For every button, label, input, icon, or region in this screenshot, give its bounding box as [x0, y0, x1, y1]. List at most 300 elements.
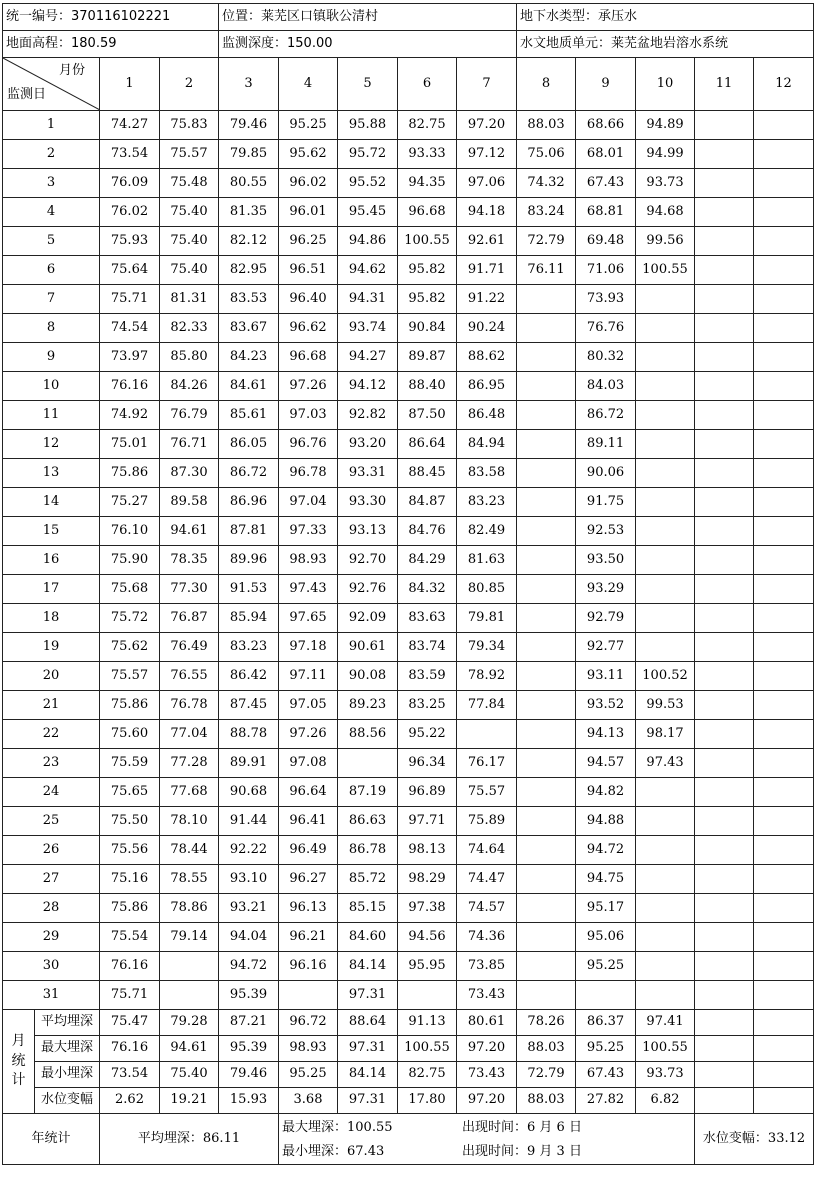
- hydrogeologic-unit: 水文地质单元：莱芜盆地岩溶水系统: [517, 31, 814, 58]
- depth-cell: 94.12: [338, 372, 398, 401]
- depth-cell: 75.48: [160, 169, 219, 198]
- depth-cell: 96.02: [279, 169, 338, 198]
- depth-cell: 85.94: [219, 604, 279, 633]
- depth-cell: 84.76: [398, 517, 457, 546]
- depth-cell: 86.95: [457, 372, 517, 401]
- depth-cell: 71.06: [576, 256, 636, 285]
- depth-cell: 96.49: [279, 836, 338, 865]
- depth-cell: 93.11: [576, 662, 636, 691]
- depth-cell: [754, 720, 814, 749]
- depth-cell: 94.18: [457, 198, 517, 227]
- depth-cell: 93.74: [338, 314, 398, 343]
- depth-cell: [695, 256, 754, 285]
- depth-cell: [695, 169, 754, 198]
- depth-cell: 76.10: [100, 517, 160, 546]
- depth-cell: 97.18: [279, 633, 338, 662]
- depth-cell: [695, 401, 754, 430]
- corner-day-label: 监测日: [7, 86, 47, 102]
- depth-cell: 75.68: [100, 575, 160, 604]
- depth-cell: 87.30: [160, 459, 219, 488]
- depth-cell: 75.89: [457, 807, 517, 836]
- monthly-stat-label: 平均埋深: [35, 1010, 100, 1036]
- month-header-9: 9: [576, 58, 636, 111]
- depth-cell: 96.21: [279, 923, 338, 952]
- depth-cell: 97.08: [279, 749, 338, 778]
- monthly-stat-cell: 95.25: [279, 1062, 338, 1088]
- depth-cell: 75.56: [100, 836, 160, 865]
- depth-cell: 86.96: [219, 488, 279, 517]
- monthly-stat-cell: 94.61: [160, 1036, 219, 1062]
- monthly-stats-label-char: 计: [11, 1072, 26, 1089]
- depth-cell: 82.75: [398, 111, 457, 140]
- depth-cell: [754, 169, 814, 198]
- depth-cell: 94.86: [338, 227, 398, 256]
- depth-cell: 89.23: [338, 691, 398, 720]
- table-row: [3, 343, 814, 372]
- depth-cell: 78.35: [160, 546, 219, 575]
- depth-cell: 75.86: [100, 894, 160, 923]
- depth-cell: [754, 894, 814, 923]
- annual-max-depth: 最大埋深：100.55: [282, 1119, 393, 1135]
- depth-cell: [754, 923, 814, 952]
- annual-avg-depth: 平均埋深：86.11: [100, 1114, 279, 1165]
- depth-cell: 93.33: [398, 140, 457, 169]
- monthly-stat-cell: 27.82: [576, 1088, 636, 1114]
- monthly-stat-cell: 79.28: [160, 1010, 219, 1036]
- depth-cell: 97.05: [279, 691, 338, 720]
- monitoring-depth: 监测深度：150.00: [219, 31, 517, 58]
- depth-cell: [754, 807, 814, 836]
- depth-cell: [517, 575, 576, 604]
- depth-cell: [695, 691, 754, 720]
- monthly-stat-cell: 91.13: [398, 1010, 457, 1036]
- depth-cell: 74.27: [100, 111, 160, 140]
- depth-cell: 96.34: [398, 749, 457, 778]
- day-label: 29: [3, 923, 100, 952]
- monthly-stat-label: 水位变幅: [35, 1088, 100, 1114]
- depth-cell: [636, 604, 695, 633]
- depth-cell: [754, 488, 814, 517]
- monthly-stat-cell: 97.31: [338, 1036, 398, 1062]
- depth-cell: [754, 865, 814, 894]
- monthly-stat-cell: 78.26: [517, 1010, 576, 1036]
- depth-cell: 75.40: [160, 198, 219, 227]
- depth-cell: 97.43: [636, 749, 695, 778]
- day-label: 23: [3, 749, 100, 778]
- depth-cell: 84.29: [398, 546, 457, 575]
- depth-cell: 74.32: [517, 169, 576, 198]
- table-row: [3, 227, 814, 256]
- depth-cell: 72.79: [517, 227, 576, 256]
- depth-cell: [636, 401, 695, 430]
- depth-cell: 83.24: [517, 198, 576, 227]
- annual-min-depth: 最小埋深：67.43: [282, 1143, 385, 1159]
- depth-cell: 86.63: [338, 807, 398, 836]
- depth-cell: 84.26: [160, 372, 219, 401]
- depth-cell: 76.17: [457, 749, 517, 778]
- depth-cell: 96.64: [279, 778, 338, 807]
- depth-cell: 94.35: [398, 169, 457, 198]
- monitoring-sheet: [2, 3, 813, 1177]
- month-header-4: 4: [279, 58, 338, 111]
- depth-cell: 75.57: [457, 778, 517, 807]
- depth-cell: 76.11: [517, 256, 576, 285]
- monthly-stat-cell: 75.40: [160, 1062, 219, 1088]
- day-label: 12: [3, 430, 100, 459]
- depth-cell: [457, 720, 517, 749]
- monthly-stat-row: [3, 1088, 814, 1114]
- annual-max-time: 出现时间：6 月 6 日: [462, 1119, 582, 1135]
- depth-cell: 96.25: [279, 227, 338, 256]
- depth-cell: 88.78: [219, 720, 279, 749]
- depth-cell: 75.06: [517, 140, 576, 169]
- table-row: [3, 720, 814, 749]
- day-label: 7: [3, 285, 100, 314]
- depth-cell: [636, 459, 695, 488]
- depth-cell: [517, 546, 576, 575]
- depth-cell: 79.85: [219, 140, 279, 169]
- header-row-2: [3, 31, 814, 58]
- monthly-stat-cell: 100.55: [398, 1036, 457, 1062]
- depth-cell: 88.03: [517, 111, 576, 140]
- depth-cell: [695, 662, 754, 691]
- table-row: [3, 749, 814, 778]
- depth-cell: 93.52: [576, 691, 636, 720]
- depth-cell: 90.08: [338, 662, 398, 691]
- table-row: [3, 691, 814, 720]
- monthly-stat-cell: [695, 1088, 754, 1114]
- day-label: 18: [3, 604, 100, 633]
- table-row: [3, 517, 814, 546]
- depth-cell: 81.31: [160, 285, 219, 314]
- depth-cell: 97.33: [279, 517, 338, 546]
- depth-cell: [517, 778, 576, 807]
- depth-cell: 94.72: [576, 836, 636, 865]
- depth-cell: 76.02: [100, 198, 160, 227]
- month-header-2: 2: [160, 58, 219, 111]
- month-header-5: 5: [338, 58, 398, 111]
- month-header-3: 3: [219, 58, 279, 111]
- depth-cell: 68.81: [576, 198, 636, 227]
- table-row: [3, 546, 814, 575]
- depth-cell: 96.76: [279, 430, 338, 459]
- monthly-stat-cell: 2.62: [100, 1088, 160, 1114]
- day-label: 9: [3, 343, 100, 372]
- table-row: [3, 140, 814, 169]
- depth-cell: 83.59: [398, 662, 457, 691]
- depth-cell: [754, 430, 814, 459]
- depth-cell: 84.60: [338, 923, 398, 952]
- monthly-stat-cell: [695, 1036, 754, 1062]
- depth-cell: 82.12: [219, 227, 279, 256]
- depth-cell: 75.27: [100, 488, 160, 517]
- day-label: 24: [3, 778, 100, 807]
- depth-cell: 75.93: [100, 227, 160, 256]
- depth-cell: 93.21: [219, 894, 279, 923]
- depth-cell: [636, 633, 695, 662]
- depth-cell: 99.53: [636, 691, 695, 720]
- day-label: 28: [3, 894, 100, 923]
- depth-cell: 93.13: [338, 517, 398, 546]
- depth-cell: 75.60: [100, 720, 160, 749]
- depth-cell: 95.39: [219, 981, 279, 1010]
- table-row: [3, 372, 814, 401]
- depth-cell: 96.41: [279, 807, 338, 836]
- depth-cell: [517, 952, 576, 981]
- depth-cell: 92.79: [576, 604, 636, 633]
- depth-cell: [636, 488, 695, 517]
- depth-cell: 92.82: [338, 401, 398, 430]
- depth-cell: 94.57: [576, 749, 636, 778]
- depth-cell: [517, 372, 576, 401]
- depth-cell: 73.93: [576, 285, 636, 314]
- depth-cell: 92.61: [457, 227, 517, 256]
- depth-cell: 83.67: [219, 314, 279, 343]
- depth-cell: 91.71: [457, 256, 517, 285]
- depth-cell: 95.82: [398, 285, 457, 314]
- depth-cell: 92.09: [338, 604, 398, 633]
- day-label: 14: [3, 488, 100, 517]
- depth-cell: [517, 981, 576, 1010]
- depth-cell: [517, 401, 576, 430]
- depth-cell: 91.75: [576, 488, 636, 517]
- depth-cell: 78.44: [160, 836, 219, 865]
- depth-cell: 75.83: [160, 111, 219, 140]
- station-location: 位置：莱芜区口镇耿公清村: [219, 4, 517, 31]
- depth-cell: 75.54: [100, 923, 160, 952]
- depth-cell: [517, 894, 576, 923]
- depth-cell: 97.03: [279, 401, 338, 430]
- month-header-7: 7: [457, 58, 517, 111]
- table-row: [3, 285, 814, 314]
- depth-cell: 92.22: [219, 836, 279, 865]
- depth-cell: 86.48: [457, 401, 517, 430]
- depth-cell: 76.76: [576, 314, 636, 343]
- depth-cell: 92.70: [338, 546, 398, 575]
- table-row: [3, 488, 814, 517]
- depth-cell: 82.33: [160, 314, 219, 343]
- depth-cell: 94.04: [219, 923, 279, 952]
- monthly-stat-cell: 88.03: [517, 1088, 576, 1114]
- day-label: 19: [3, 633, 100, 662]
- depth-cell: [636, 575, 695, 604]
- depth-cell: [695, 865, 754, 894]
- depth-cell: [576, 981, 636, 1010]
- depth-cell: [754, 633, 814, 662]
- depth-cell: 79.34: [457, 633, 517, 662]
- depth-cell: 97.04: [279, 488, 338, 517]
- annual-stats-row: [3, 1114, 814, 1165]
- depth-cell: 97.11: [279, 662, 338, 691]
- depth-cell: [754, 952, 814, 981]
- depth-cell: 93.50: [576, 546, 636, 575]
- monthly-stat-cell: 3.68: [279, 1088, 338, 1114]
- depth-cell: [754, 749, 814, 778]
- monthly-stat-cell: 79.46: [219, 1062, 279, 1088]
- depth-cell: 95.72: [338, 140, 398, 169]
- depth-cell: 97.43: [279, 575, 338, 604]
- table-row: [3, 459, 814, 488]
- depth-cell: 87.19: [338, 778, 398, 807]
- depth-cell: 88.56: [338, 720, 398, 749]
- day-label: 10: [3, 372, 100, 401]
- depth-cell: 97.20: [457, 111, 517, 140]
- depth-cell: 94.27: [338, 343, 398, 372]
- depth-cell: 95.45: [338, 198, 398, 227]
- depth-cell: 87.81: [219, 517, 279, 546]
- day-label: 16: [3, 546, 100, 575]
- day-label: 1: [3, 111, 100, 140]
- depth-cell: [754, 314, 814, 343]
- depth-cell: 87.50: [398, 401, 457, 430]
- depth-cell: 97.26: [279, 720, 338, 749]
- depth-cell: [517, 517, 576, 546]
- depth-cell: 96.62: [279, 314, 338, 343]
- depth-cell: 90.06: [576, 459, 636, 488]
- monthly-stat-cell: 15.93: [219, 1088, 279, 1114]
- monthly-stat-cell: 88.64: [338, 1010, 398, 1036]
- depth-cell: [695, 749, 754, 778]
- depth-cell: [517, 488, 576, 517]
- depth-cell: 81.63: [457, 546, 517, 575]
- depth-cell: 98.93: [279, 546, 338, 575]
- day-label: 30: [3, 952, 100, 981]
- depth-cell: [754, 836, 814, 865]
- monthly-stat-cell: 17.80: [398, 1088, 457, 1114]
- annual-range: 水位变幅：33.12: [695, 1114, 814, 1165]
- depth-cell: [517, 807, 576, 836]
- depth-cell: 98.13: [398, 836, 457, 865]
- depth-cell: 85.72: [338, 865, 398, 894]
- depth-cell: [517, 691, 576, 720]
- monthly-stat-cell: 97.31: [338, 1088, 398, 1114]
- table-row: [3, 952, 814, 981]
- depth-cell: 90.61: [338, 633, 398, 662]
- depth-cell: 94.61: [160, 517, 219, 546]
- depth-cell: [695, 227, 754, 256]
- depth-cell: 94.31: [338, 285, 398, 314]
- depth-cell: [160, 952, 219, 981]
- depth-cell: 94.68: [636, 198, 695, 227]
- depth-cell: 77.68: [160, 778, 219, 807]
- day-label: 27: [3, 865, 100, 894]
- monthly-stat-cell: 6.82: [636, 1088, 695, 1114]
- day-label: 3: [3, 169, 100, 198]
- monthly-stat-cell: 73.43: [457, 1062, 517, 1088]
- monthly-stat-cell: 93.73: [636, 1062, 695, 1088]
- depth-cell: 97.31: [338, 981, 398, 1010]
- depth-cell: [636, 546, 695, 575]
- depth-cell: [636, 285, 695, 314]
- depth-cell: 75.40: [160, 227, 219, 256]
- depth-cell: 88.40: [398, 372, 457, 401]
- depth-cell: 83.53: [219, 285, 279, 314]
- depth-cell: [695, 546, 754, 575]
- depth-cell: [160, 981, 219, 1010]
- depth-cell: 85.61: [219, 401, 279, 430]
- depth-cell: 77.04: [160, 720, 219, 749]
- depth-cell: 76.16: [100, 372, 160, 401]
- depth-cell: 68.66: [576, 111, 636, 140]
- depth-cell: 96.89: [398, 778, 457, 807]
- depth-cell: [636, 836, 695, 865]
- table-row: [3, 923, 814, 952]
- header-row-1: [3, 4, 814, 31]
- depth-cell: 95.62: [279, 140, 338, 169]
- depth-cell: 89.87: [398, 343, 457, 372]
- depth-cell: [754, 401, 814, 430]
- depth-cell: 89.96: [219, 546, 279, 575]
- depth-cell: 75.64: [100, 256, 160, 285]
- monthly-stat-row: [3, 1036, 814, 1062]
- depth-cell: 86.72: [219, 459, 279, 488]
- depth-cell: [754, 662, 814, 691]
- table-row: [3, 865, 814, 894]
- monthly-stat-cell: 75.47: [100, 1010, 160, 1036]
- depth-cell: 90.68: [219, 778, 279, 807]
- depth-cell: [636, 923, 695, 952]
- depth-cell: [754, 546, 814, 575]
- monthly-stat-cell: [754, 1010, 814, 1036]
- depth-cell: 88.45: [398, 459, 457, 488]
- depth-cell: [695, 314, 754, 343]
- monthly-stat-cell: 95.39: [219, 1036, 279, 1062]
- depth-cell: 92.53: [576, 517, 636, 546]
- depth-cell: [695, 517, 754, 546]
- depth-cell: 76.09: [100, 169, 160, 198]
- depth-cell: 83.25: [398, 691, 457, 720]
- monthly-stat-cell: 100.55: [636, 1036, 695, 1062]
- table-row: [3, 169, 814, 198]
- depth-cell: 80.85: [457, 575, 517, 604]
- depth-cell: 76.78: [160, 691, 219, 720]
- depth-cell: 97.65: [279, 604, 338, 633]
- monthly-stat-cell: [754, 1088, 814, 1114]
- depth-cell: 75.57: [100, 662, 160, 691]
- depth-cell: 76.87: [160, 604, 219, 633]
- table-row: [3, 198, 814, 227]
- depth-cell: [695, 488, 754, 517]
- depth-cell: 86.05: [219, 430, 279, 459]
- depth-cell: [695, 923, 754, 952]
- depth-cell: [695, 111, 754, 140]
- diagonal-line: [3, 58, 100, 110]
- monthly-stat-label: 最小埋深: [35, 1062, 100, 1088]
- depth-cell: 82.95: [219, 256, 279, 285]
- monthly-stat-cell: 98.93: [279, 1036, 338, 1062]
- corner-cell: [3, 58, 100, 111]
- depth-cell: [695, 430, 754, 459]
- day-label: 31: [3, 981, 100, 1010]
- depth-cell: 79.14: [160, 923, 219, 952]
- depth-cell: [754, 604, 814, 633]
- monthly-stat-cell: 73.54: [100, 1062, 160, 1088]
- depth-cell: 95.17: [576, 894, 636, 923]
- day-label: 8: [3, 314, 100, 343]
- depth-cell: 90.24: [457, 314, 517, 343]
- monthly-stat-cell: [754, 1036, 814, 1062]
- depth-cell: [636, 981, 695, 1010]
- day-label: 11: [3, 401, 100, 430]
- depth-cell: [517, 633, 576, 662]
- monthly-stat-cell: 82.75: [398, 1062, 457, 1088]
- table-row: [3, 575, 814, 604]
- depth-cell: [636, 343, 695, 372]
- depth-cell: [636, 894, 695, 923]
- depth-cell: 76.71: [160, 430, 219, 459]
- depth-cell: 68.01: [576, 140, 636, 169]
- depth-cell: 77.30: [160, 575, 219, 604]
